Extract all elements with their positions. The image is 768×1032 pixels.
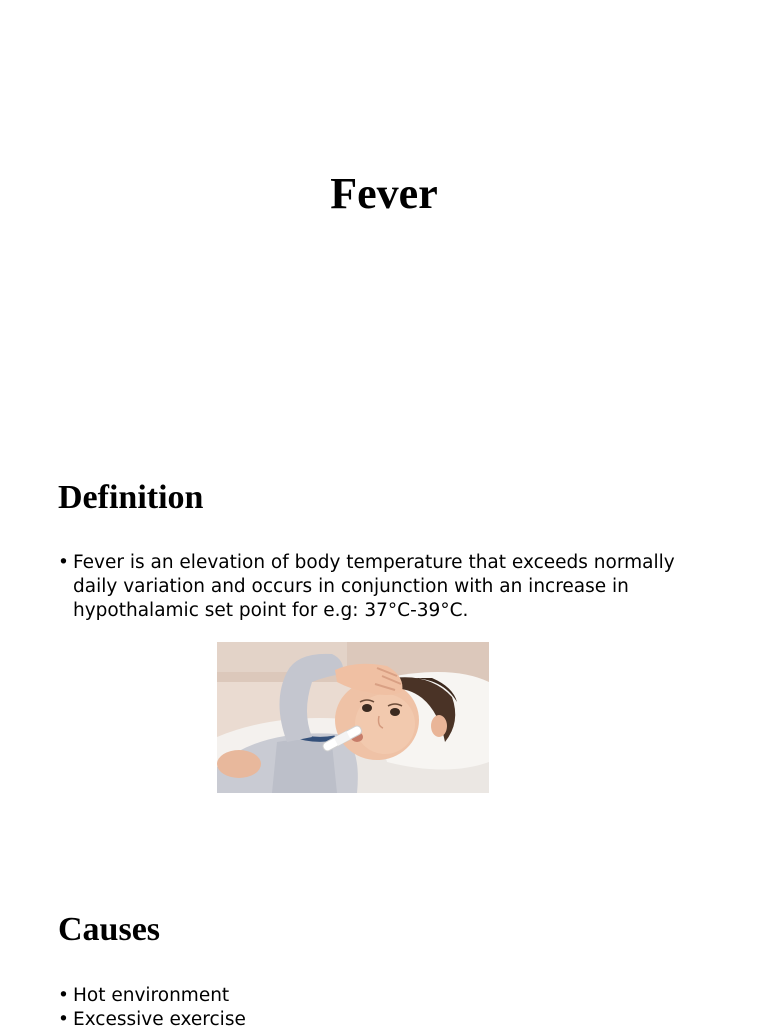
list-item (58, 984, 718, 1008)
causes-heading: Causes (58, 911, 161, 948)
list-item (58, 1008, 718, 1032)
definition-heading: Definition (58, 479, 204, 516)
cause-text: Excessive exercise (73, 1009, 246, 1030)
bullet-icon: • (58, 552, 69, 573)
definition-text: Fever is an elevation of body temperature that exceeds normally daily variation and occurs in conjunction with an increase in hypothalamic set point for e.g: 37°C-39°C. (73, 552, 675, 621)
bullet-icon: • (58, 1009, 69, 1030)
cause-text: Hot environment (73, 985, 230, 1006)
slide-title: Fever (330, 169, 438, 218)
causes-bullet-list (58, 984, 718, 1032)
bullet-icon: • (58, 985, 69, 1006)
